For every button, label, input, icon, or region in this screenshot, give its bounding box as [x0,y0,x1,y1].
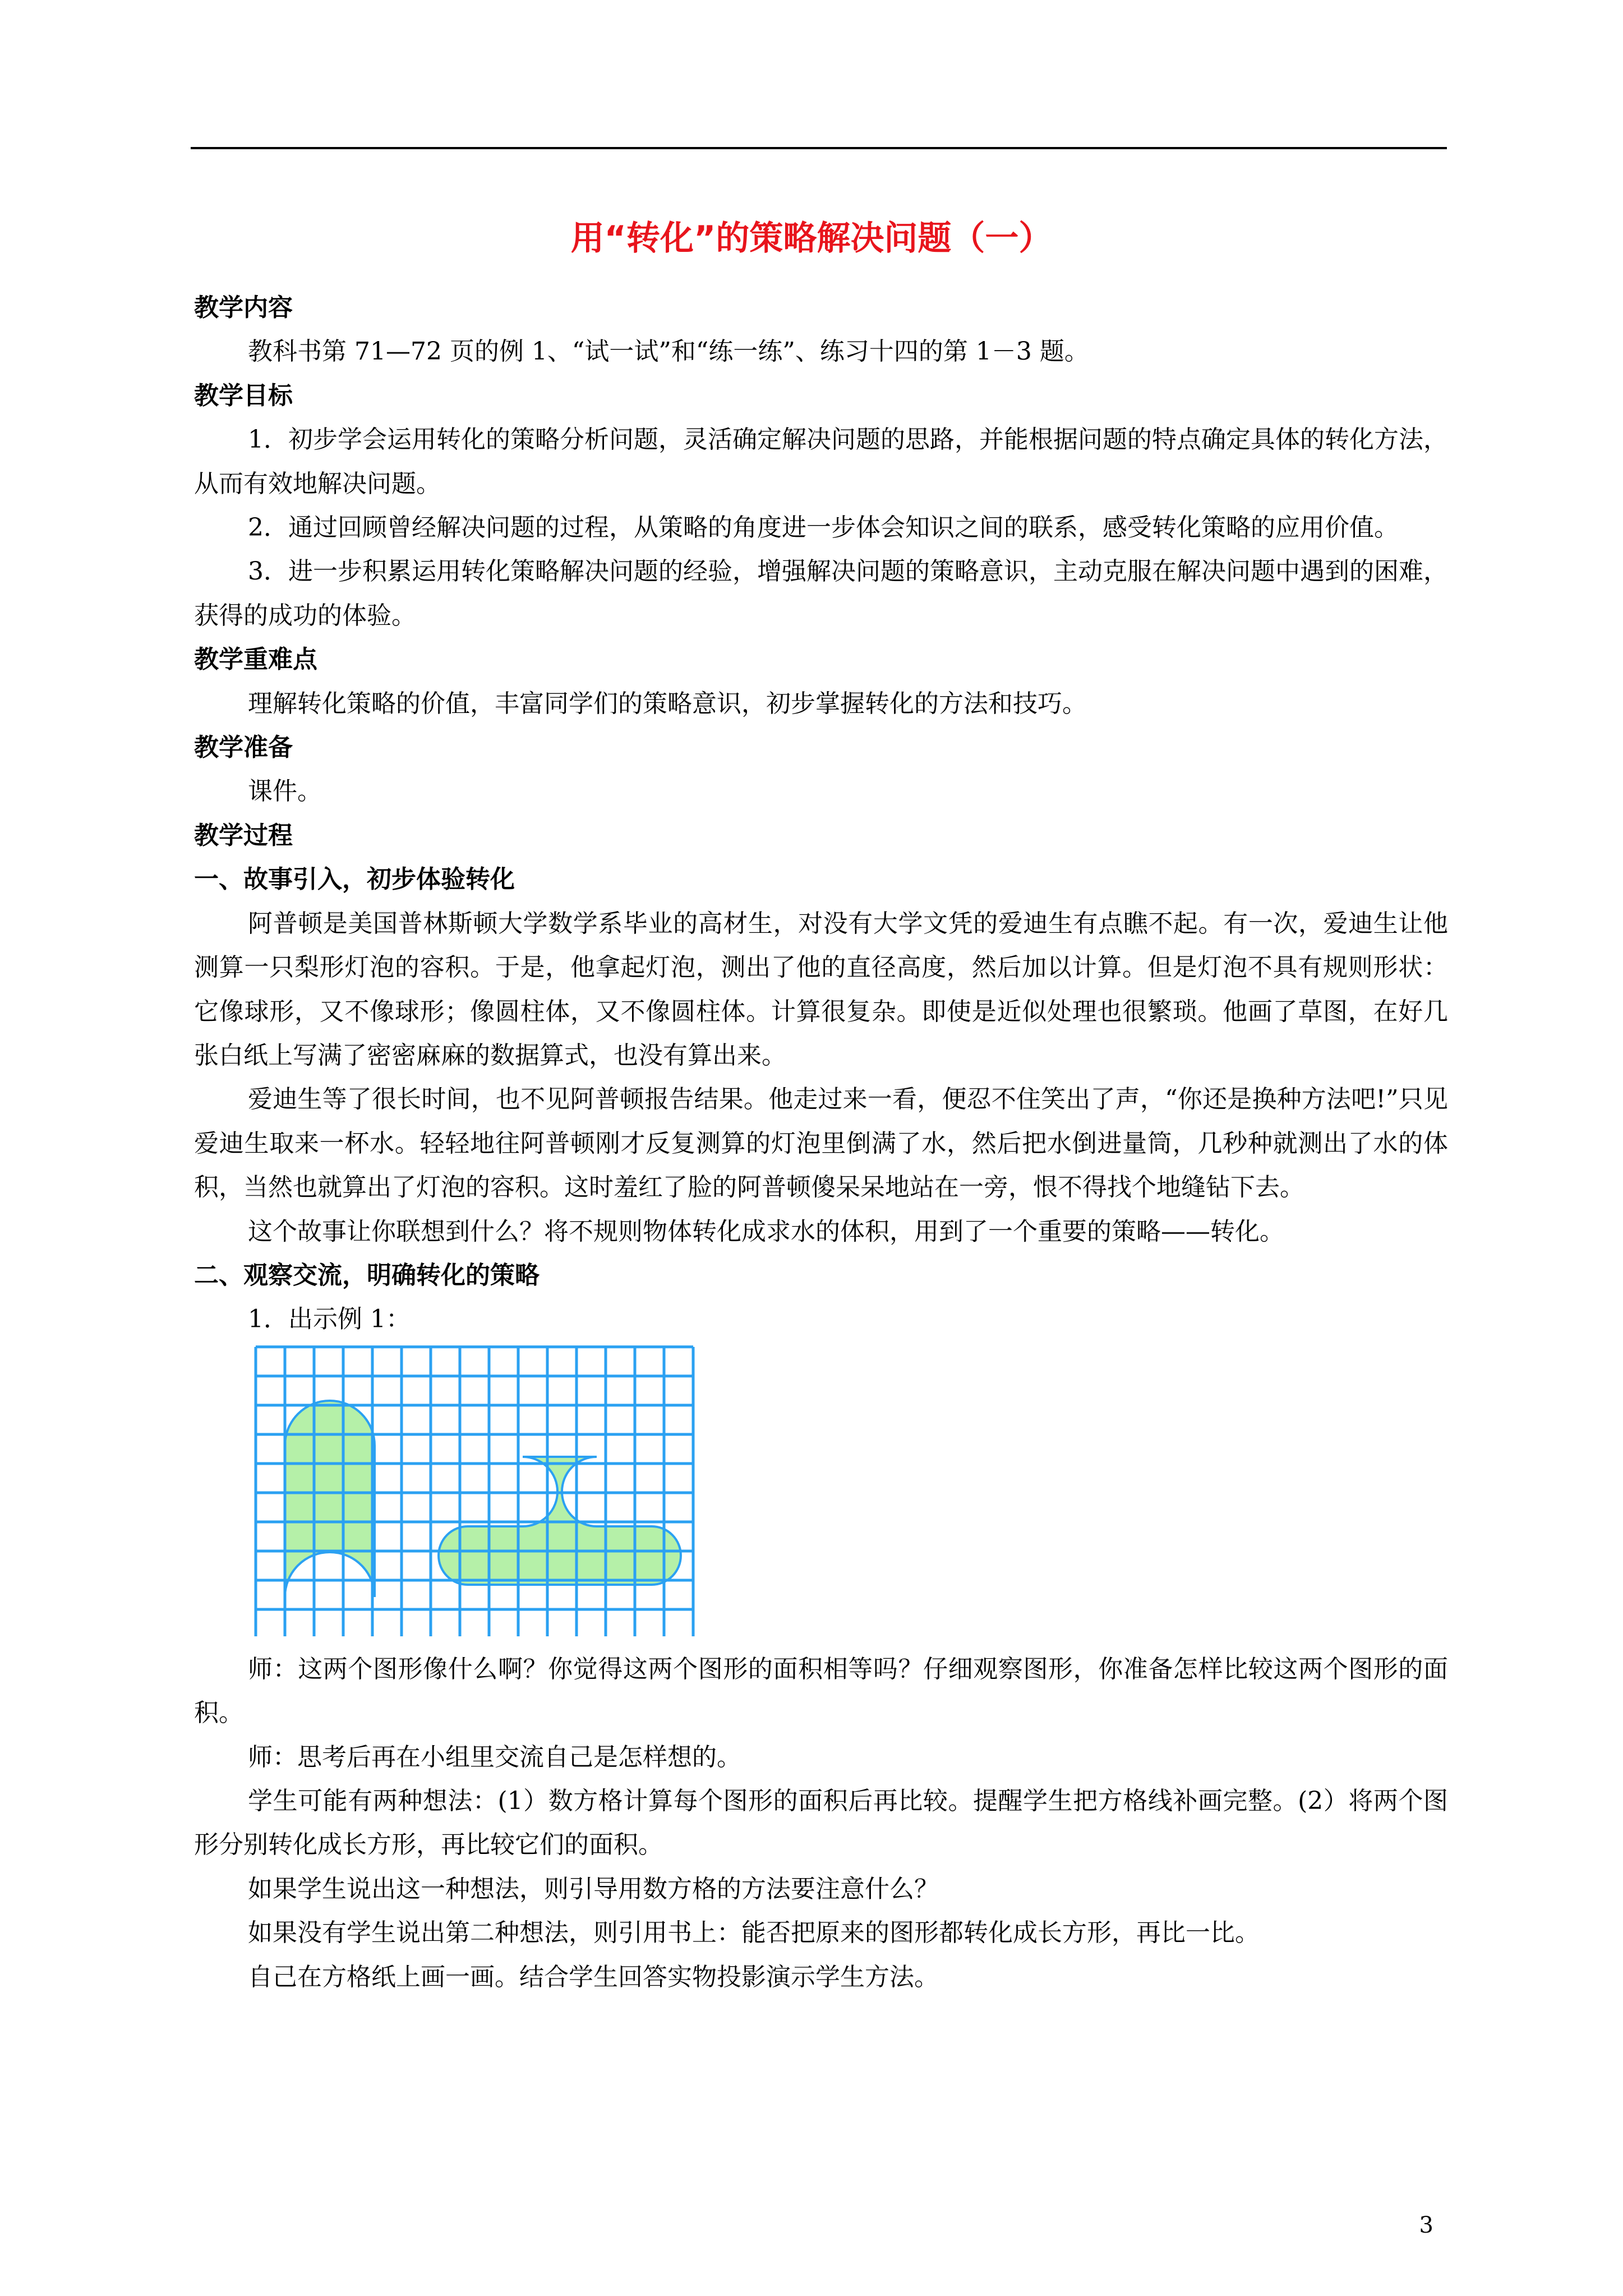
student-ideas: 学生可能有两种想法：(1）数方格计算每个图形的面积后再比较。提醒学生把方格线补画完整。(2）将两个图形分别转化成长方形，再比较它们的面积。 [194,1786,1448,1860]
example-label: 1．出示例 1： [248,1305,411,1334]
section-heading-process: 教学过程 [194,821,293,850]
story-paragraph: 爱迪生等了很长时间，也不见阿普顿报告结果。他走过来一看，便忍不住笑出了声，“你还是换种方法吧!”只见爱迪生取来一杯水。轻轻地往阿普顿刚才反复测算的灯泡里倒满了水，然后把水倒进量筒，几秒种就测出了水的体积，当然也就算出了灯泡的容积。这时羞红了脸的阿普顿傻呆呆地站在一旁，恨不得找个地缝钻下去。 [194,1085,1448,1202]
goal-item: 3．进一步积累运用转化策略解决问题的经验，增强解决问题的策略意识，主动克服在解决问题中遇到的困难，获得的成功的体验。 [194,557,1448,630]
arch-shape [285,1401,375,1597]
teacher-question: 师：这两个图形像什么啊？你觉得这两个图形的面积相等吗？仔细观察图形，你准备怎样比较这两个图形的面积。 [194,1654,1448,1728]
section-heading-preparation: 教学准备 [194,733,293,762]
activity-text: 自己在方格纸上画一画。结合学生回答实物投影演示学生方法。 [248,1962,939,1991]
guidance-text: 如果学生说出这一种想法，则引导用数方格的方法要注意什么？ [248,1874,939,1903]
document-body [194,286,1448,1999]
key-points-text: 理解转化策略的价值，丰富同学们的策略意识，初步掌握转化的方法和技巧。 [248,689,1087,718]
page-number: 3 [1419,2212,1433,2238]
preparation-text: 课件。 [248,777,322,806]
part-heading-1: 一、故事引入，初步体验转化 [194,865,515,894]
section-heading-goals: 教学目标 [194,381,293,410]
grid-figure [253,1345,697,1636]
story-paragraph: 阿普顿是美国普林斯顿大学数学系毕业的高材生，对没有大学文凭的爱迪生有点瞧不起。有一次，爱迪生让他测算一只梨形灯泡的容积。于是，他拿起灯泡，测出了他的直径高度，然后加以计算。但是灯泡不具有规则形状：它像球形，又不像球形；像圆柱体，又不像圆柱体。计算很复杂。即使是近似处理也很繁琐。他画了草图，在好几张白纸上写满了密密麻麻的数据算式，也没有算出来。 [194,909,1448,1070]
section-heading-key-points: 教学重难点 [194,645,317,674]
page-title: 用“转化”的策略解决问题（一） [570,219,1053,258]
story-paragraph: 这个故事让你联想到什么？将不规则物体转化成求水的体积，用到了一个重要的策略——转化。 [248,1217,1284,1246]
goal-item: 2．通过回顾曾经解决问题的过程，从策略的角度进一步体会知识之间的联系，感受转化策略的应用价值。 [248,513,1399,542]
grid-lines [256,1347,693,1636]
guidance-text: 如果没有学生说出第二种想法，则引用书上：能否把原来的图形都转化成长方形，再比一比。 [248,1918,1260,1948]
goal-item: 1．初步学会运用转化的策略分析问题，灵活确定解决问题的思路，并能根据问题的特点确定具体的转化方法，从而有效地解决问题。 [194,425,1448,498]
header-rule [191,147,1447,149]
part-heading-2: 二、观察交流，明确转化的策略 [194,1260,540,1290]
section-heading-content: 教学内容 [194,293,293,322]
content-text: 教科书第 71—72 页的例 1、“试一试”和“练一练”、练习十四的第 1－3 题。 [248,337,1089,366]
example-figure [194,1342,1448,1648]
teacher-instruction: 师：思考后再在小组里交流自己是怎样想的。 [248,1742,741,1772]
